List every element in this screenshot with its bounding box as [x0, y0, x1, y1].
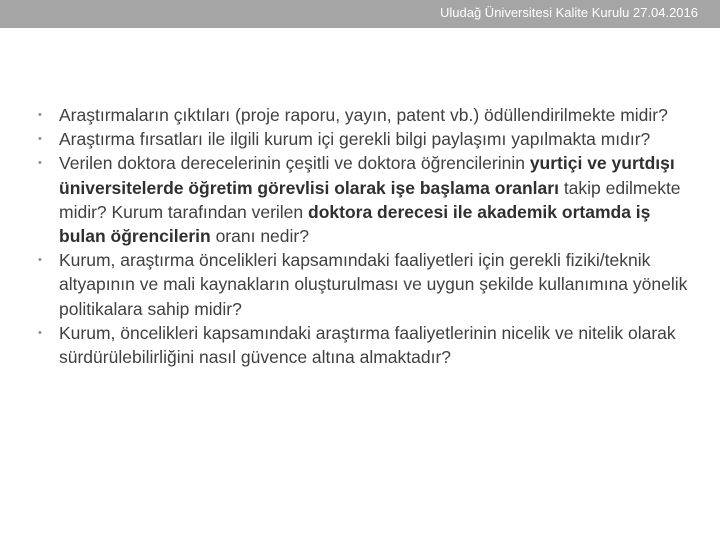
header-title: Uludağ Üniversitesi Kalite Kurulu 27.04.2016: [440, 5, 698, 20]
bullet-text: takip edilmekte midir? Kurum tarafından verilen: [59, 177, 681, 222]
bullet-text: Kurum, araştırma öncelikleri kapsamındaki faaliyetleri için gerekli fiziki/teknik altyapının ve mali kaynakların oluşturulması ve uygun şekilde kullanımına yönelik politikalara sahip midir?: [59, 250, 688, 319]
slide-content: [38, 103, 688, 369]
bullet-dot-icon: •: [38, 326, 42, 339]
bullet-text: Kurum, öncelikleri kapsamındaki araştırma faaliyetlerinin nicelik ve nitelik olarak sürdürülebilirliğini nasıl güvence altına almaktadır?: [59, 322, 676, 368]
bullet-item: [38, 321, 688, 369]
bullet-text-bold: yurtiçi ve yurtdışı üniversitelerde öğretim görevlisi olarak işe başlama oranları: [59, 153, 675, 198]
bullet-item: [38, 151, 688, 248]
bullet-item: [38, 248, 688, 321]
bullet-list: [38, 103, 688, 369]
bullet-text: Araştırmaların çıktıları (proje raporu, yayın, patent vb.) ödüllendirilmekte midir?: [59, 105, 668, 125]
bullet-dot-icon: •: [38, 133, 42, 146]
bullet-item: [38, 127, 688, 151]
bullet-text: Araştırma fırsatları ile ilgili kurum içi gerekli bilgi paylaşımı yapılmakta mıdır?: [59, 129, 651, 150]
bullet-item: [38, 103, 688, 127]
bullet-dot-icon: •: [38, 109, 42, 121]
bullet-dot-icon: •: [38, 157, 42, 170]
bullet-text: Verilen doktora derecelerinin çeşitli ve doktora öğrencilerinin: [59, 153, 530, 174]
bullet-dot-icon: •: [38, 254, 42, 267]
bullet-text: oranı nedir?: [210, 226, 309, 247]
header-bar: [0, 0, 720, 28]
bullet-text-bold: doktora derecesi ile akademik ortamda iş bulan öğrencilerin: [59, 201, 651, 247]
